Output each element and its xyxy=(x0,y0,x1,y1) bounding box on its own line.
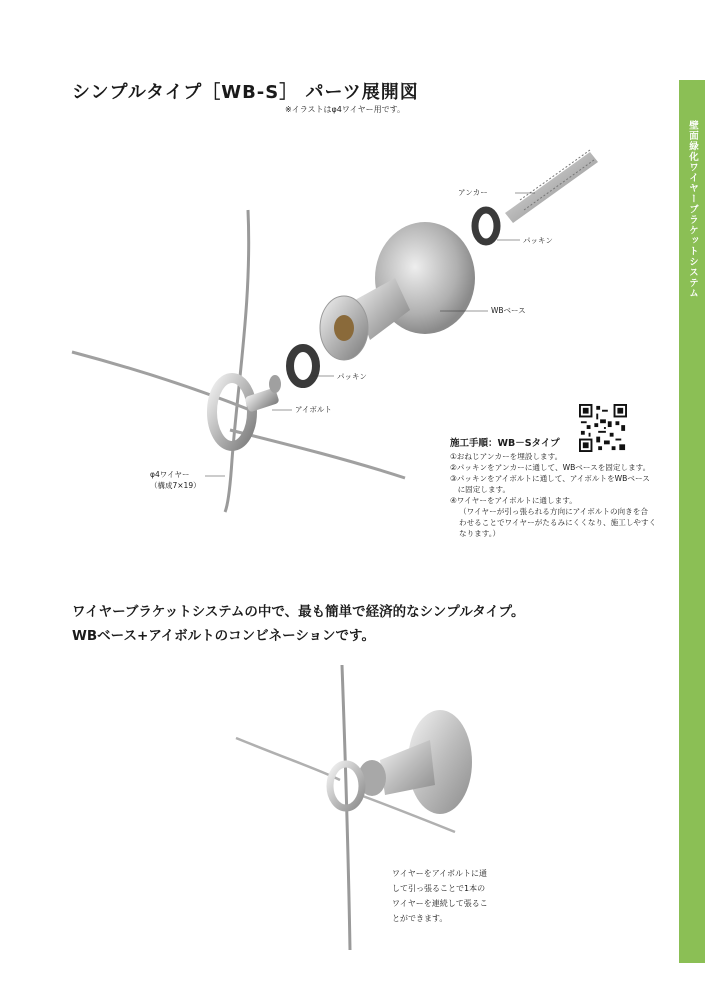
illustration-note: ※イラストはφ4ワイヤー用です。 xyxy=(285,105,405,114)
label-anchor: アンカー xyxy=(458,188,488,197)
step-item: ④ワイヤーをアイボルトに通します。 xyxy=(450,496,577,505)
caption-line: ワイヤーをアイボルトに通 xyxy=(392,869,488,878)
caption-line: して引っ張ることで1本の xyxy=(392,884,486,893)
step-item: ①おねじアンカーを埋設します。 xyxy=(450,452,563,461)
packing-upper-part xyxy=(475,210,497,242)
intro-line: WBベース+アイボルトのコンビネーションです。 xyxy=(72,628,375,644)
step-item: （ワイヤーが引っ張られる方向にアイボルトの向きを合 わせることでワイヤーがたるみにくくなり、施工しやすく なります。） xyxy=(459,507,657,538)
page-title: シンプルタイプ［WB-S］ パーツ展開図 xyxy=(72,82,419,103)
step-item: ②パッキンをアンカーに通して、WBベースを固定します。 xyxy=(450,463,651,472)
sidebar-label: 壁面緑化ワイヤーブラケットシステム xyxy=(687,120,698,299)
wb-base-part xyxy=(320,222,475,360)
steps-heading: 施工手順：WB－Sタイプ xyxy=(450,438,560,449)
anchor-part xyxy=(505,150,598,223)
intro-line: ワイヤーブラケットシステムの中で、最も簡単で経済的なシンプルタイプ。 xyxy=(72,604,525,620)
caption-line: とができます。 xyxy=(392,914,448,923)
wire xyxy=(72,210,405,512)
packing-lower-part xyxy=(290,348,316,384)
caption-line: ワイヤーを連続して張るこ xyxy=(392,899,488,908)
installation-steps xyxy=(450,438,660,539)
label-packing-lower: パッキン xyxy=(337,372,367,381)
photo-caption xyxy=(392,866,488,926)
label-wb-base: WBベース xyxy=(491,306,526,315)
step-item: ③パッキンをアイボルトに通して、アイボルトをWBベース に固定します。 xyxy=(450,474,650,494)
eyebolt-part xyxy=(212,375,281,446)
label-wire-spec: （構成7×19） xyxy=(150,481,201,490)
label-wire: φ4ワイヤー xyxy=(150,470,190,479)
label-packing-upper: パッキン xyxy=(523,236,553,245)
label-eyebolt: アイボルト xyxy=(295,405,332,414)
installed-photo xyxy=(0,650,705,1000)
intro-text xyxy=(72,600,524,648)
